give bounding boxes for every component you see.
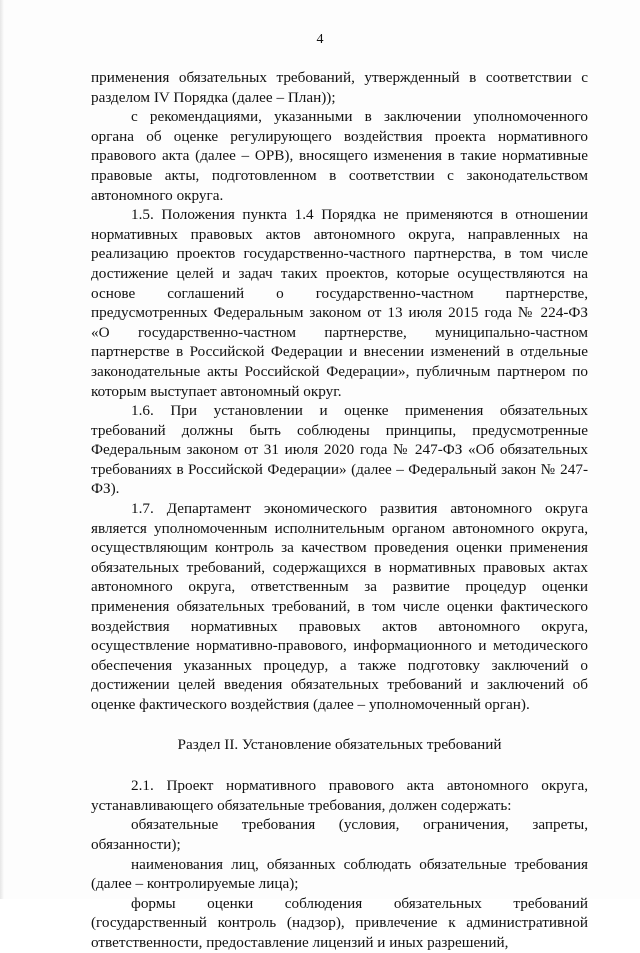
paragraph-assessment-forms-item: формы оценки соблюдения обязательных требований (государственный контроль (надзор), привлечение к административной ответственности, предоставление лицензий и иных разрешений,	[91, 894, 588, 951]
page-number: 4	[316, 32, 324, 47]
paragraph-1-7: 1.7. Департамент экономического развития автономного округа является уполномоченным исполнительным органом автономного округа, осуществляющим контроль за качеством проведения оценки применения обязательных требований, содержащихся в нормативных правовых актах автономного округа, ответственным за развитие процедур оценки применения обязательных требований, в том числе оценки фактического воздействия нормативных правовых актов автономного округа, осуществление нормативно-правового, информационного и методического обеспечения указанных процедур, а также подготовку заключений о достижении целей введения обязательных требований и заключений об оценке фактического воздействия (далее – уполномоченный орган).	[91, 500, 588, 713]
paragraph-requirements-item: обязательные требования (условия, ограничения, запреты, обязанности);	[91, 816, 588, 853]
paragraph-2-1: 2.1. Проект нормативного правового акта автономного округа, устанавливающего обязательные требования, должен содержать:	[91, 777, 588, 814]
paragraph-1-5: 1.5. Положения пункта 1.4 Порядка не применяются в отношении нормативных правовых актов автономного округа, направленных на реализацию проектов государственно-частного партнерства, в том числе достижение целей и задач таких проектов, которые осуществляются на основе соглашений о государственно-частном партнерстве, предусмотренных Федеральным законом от 13 июля 2015 года № 224-ФЗ «О государственно-частном партнерстве, муниципально-частном партнерстве в Российской Федерации и внесении изменений в отдельные законодательные акты Российской Федерации», публичным партнером по которым выступает автономный округ.	[91, 206, 588, 400]
section-heading: Раздел II. Установление обязательных требований	[177, 735, 502, 753]
paragraph-controlled-persons-item: наименования лиц, обязанных соблюдать обязательные требования (далее – контролируемые лица);	[91, 855, 588, 893]
paragraph-orv-recommendations: с рекомендациями, указанными в заключении уполномоченного органа об оценке регулирующего воздействия проекта нормативного правового акта (далее – ОРВ), вносящего изменения в такие нормативные правовые акты, подготовленном в соответствии с законодательством автономного округа.	[91, 108, 588, 204]
document-body	[91, 68, 588, 953]
paragraph-1-6: 1.6. При установлении и оценке применения обязательных требований должны быть соблюдены принципы, предусмотренные Федеральным законом от 31 июля 2020 года № 247-ФЗ «Об обязательных требованиях в Российской Федерации» (далее – Федеральный закон № 247-ФЗ).	[91, 402, 588, 498]
paragraph-plan-continuation: применения обязательных требований, утвержденный в соответствии с разделом IV Порядка (далее – План));	[91, 69, 588, 106]
scan-edge-shadow	[0, 0, 4, 899]
